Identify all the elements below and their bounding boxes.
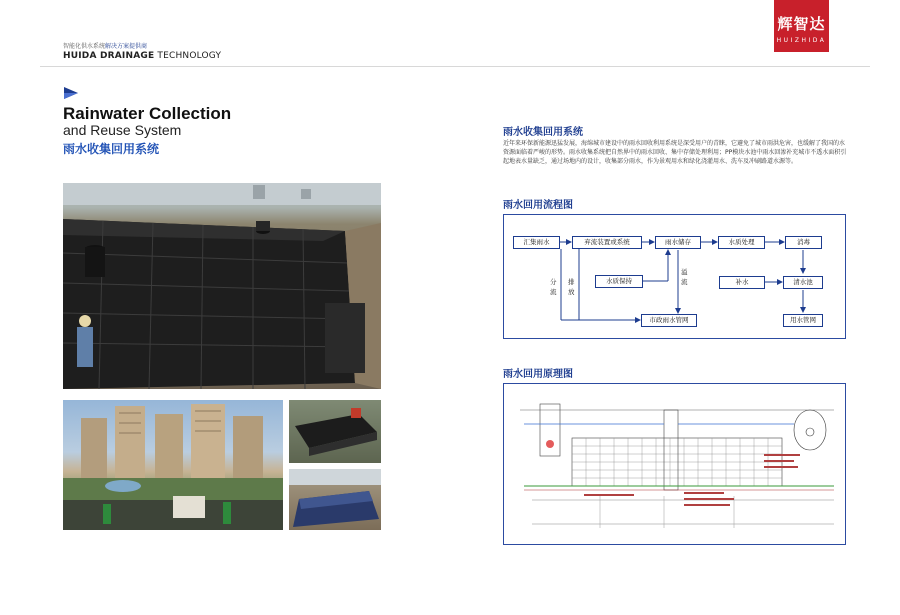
tagline-part1: 智能化供水系统 <box>63 43 106 50</box>
title-english-line1: Rainwater Collection <box>63 104 232 123</box>
play-arrow-icon <box>63 86 79 100</box>
brand-logo <box>774 0 829 52</box>
module-tank-photo <box>289 400 381 463</box>
principle-schematic <box>504 384 847 546</box>
flow-node-treat: 水质处理 <box>718 236 765 249</box>
title-chinese: 雨水收集回用系统 <box>63 142 160 156</box>
flow-node-municipal: 市政雨水管网 <box>641 314 697 327</box>
principle-diagram-frame <box>503 383 846 545</box>
logo-en: HUIZHIDA <box>776 37 827 44</box>
flow-diagram-frame <box>503 214 846 339</box>
title-english-line2: and Reuse System <box>63 122 182 138</box>
excavation-photo <box>289 469 381 530</box>
header-tagline <box>63 41 147 50</box>
flow-label-overflow: 溢流 <box>681 268 688 286</box>
intro-paragraph: 近年来环保新能源迅猛发展，海绵城市建设中的雨水回收利用系统是深受用户的青睐，它避免了城市雨洪危害，也缓解了我国的水资源面临着严峻的形势。雨水收集系统把自然界中的雨水回收、集中存储处理利用；PP模块水池中雨水回渗补充城市不透水面积引起地表水量缺乏，通过场地内的设计，收集部分雨水，作为景观用水和绿化浇灌用水、洗车及冲刷路道水源等。 <box>503 140 847 165</box>
flow-node-divert: 弃流装置或系统 <box>572 236 642 249</box>
logo-cn: 辉智达 <box>777 15 826 33</box>
construction-photo <box>63 183 381 389</box>
flow-node-disinfect: 消毒 <box>785 236 822 249</box>
brand-light: TECHNOLOGY <box>154 51 222 61</box>
header-brand <box>63 51 221 61</box>
intro-title: 雨水收集回用系统 <box>503 127 583 138</box>
flow-title: 雨水回用流程图 <box>503 200 573 211</box>
flow-node-storage: 雨水储存 <box>655 236 701 249</box>
flow-node-collect: 汇集雨水 <box>513 236 560 249</box>
tagline-part2: 解决方案提供商 <box>105 43 148 50</box>
brand-bold: HUIDA DRAINAGE <box>63 51 155 61</box>
flow-node-keep: 水质保持 <box>595 275 643 288</box>
flow-label-discharge: 排放 <box>568 278 575 296</box>
flow-label-divide: 分流 <box>550 278 557 296</box>
city-rendering-photo <box>63 400 283 530</box>
flow-node-reuse: 用水管网 <box>783 314 823 327</box>
flow-node-refill: 补水 <box>719 276 765 289</box>
flow-node-clear: 清水池 <box>783 276 823 289</box>
principle-title: 雨水回用原理图 <box>503 369 573 380</box>
header-divider <box>40 66 870 67</box>
